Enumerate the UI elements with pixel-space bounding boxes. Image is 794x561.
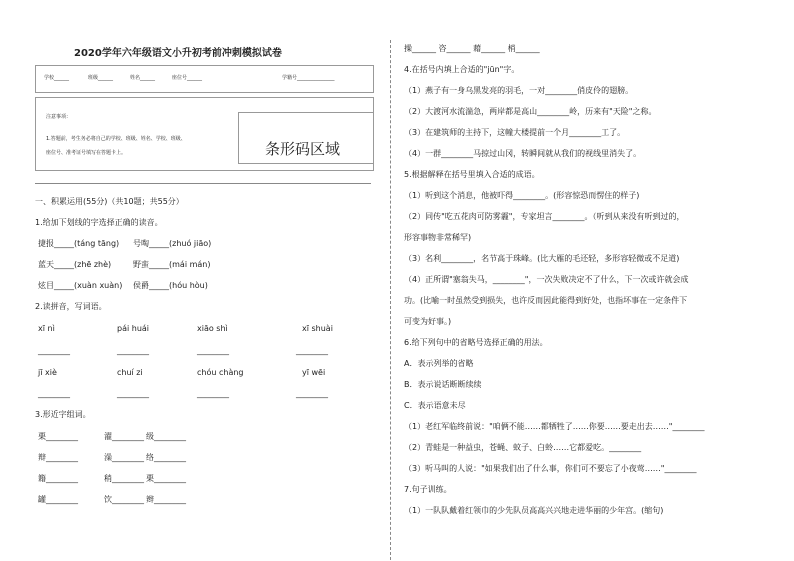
q3-item: 濯________ (104, 432, 144, 441)
pinyin: jī xiè (38, 368, 57, 377)
pinyin: xī shuài (302, 324, 333, 333)
q6-item: （2）青蛙是一种益虫，苍蝇、蚊子、白蛉……它都爱吃。________ (404, 443, 642, 452)
question-7: 7.句子训练。 (404, 485, 452, 494)
question-1: 1.给加下划线的字选择正确的读音。 (35, 218, 163, 227)
pinyin: xī nì (38, 324, 55, 333)
q5-item: （4）正所谓"塞翁失马，________"，一次失败决定不了什么，下一次或许就会成 (404, 275, 689, 284)
question-2: 2.读拼音，写词语。 (35, 302, 107, 311)
q1-item: 捷报_____(táng tāng) (38, 239, 120, 248)
name-field[interactable]: 姓名______ (130, 75, 156, 81)
section-heading: 一、积累运用(55分)（共10题；共55分） (35, 197, 184, 206)
q5-item: （1）听到这个消息，他被吓得________。(形容惊恐而愣住的样子) (404, 191, 640, 200)
q6-option: A．表示列举的省略 (404, 359, 474, 368)
q3-item: 栗________ (146, 474, 186, 483)
q3-item: 籍________ (38, 474, 78, 483)
pinyin: xiāo shì (197, 324, 228, 333)
answer-blank[interactable]: ________ (117, 389, 149, 398)
q4-item: （2）大渡河水流湍急，两岸都是高山________岭，历来有"天险"之称。 (404, 107, 657, 116)
q3-item: 饮________ (104, 495, 144, 504)
q6-option: B．表示说话断断续续 (404, 380, 482, 389)
q1-item: 号啕_____(zhuó jiāo) (133, 239, 212, 248)
q5-item: 形容事物非常稀罕) (404, 233, 472, 242)
q5-item: （2）同传"吃五花肉可防雾霾"，专家坦言________。（听到从来没有听到过的， (404, 212, 685, 221)
q3-item: 栗________ (38, 432, 78, 441)
notice-text: 座位号、准考证号填写在答题卡上。 (46, 150, 127, 156)
notice-text: 1.答题前，考生务必将自己的学校、班级、姓名、学校、班级、 (46, 136, 186, 142)
q1-item: 炫目_____(xuàn xuàn) (38, 281, 123, 290)
answer-blank[interactable]: ________ (38, 389, 70, 398)
q5-item: 功。(比喻一时虽然受到损失，也许反而因此能得到好处，也指坏事在一定条件下 (404, 296, 688, 305)
seat-field[interactable]: 座位号______ (172, 75, 203, 81)
q6-item: （3）听马叫的人说："如果我们出了什么事，你们可不要忘了小夜莺……"________ (404, 464, 697, 473)
school-field[interactable]: 学校______ (44, 75, 70, 81)
answer-blank[interactable]: ________ (197, 389, 229, 398)
question-6: 6.给下列句中的省略号选择正确的用法。 (404, 338, 548, 347)
q7-item: （1）一队队戴着红领巾的少先队员高高兴兴地走进华丽的少年宫。(缩句) (404, 506, 664, 515)
q6-item: （1）老红军临终前说："咱俩不能……都牺牲了……你要……要走出去……"________ (404, 422, 705, 431)
page-title: 2020学年六年级语文小升初考前冲刺模拟试卷 (74, 48, 282, 59)
exam-number-field[interactable]: 学籍号_______________ (282, 75, 335, 81)
answer-blank[interactable]: ________ (296, 389, 328, 398)
q1-item: 侯爵_____(hóu hòu) (133, 281, 208, 290)
q4-item: （3）在建筑师的主持下，这幢大楼提前一个月________工了。 (404, 128, 626, 137)
question-3: 3.形近字组词。 (35, 410, 91, 419)
q3-item: 辩________ (38, 453, 78, 462)
barcode-label: 条形码区域 (265, 140, 341, 158)
q4-item: （1）燕子有一身乌黑发亮的羽毛，一对________俏皮伶的翅膀。 (404, 86, 634, 95)
q3-item: 稍________ (104, 474, 144, 483)
q3-item: 络________ (146, 453, 186, 462)
q3-item: 罐________ (38, 495, 78, 504)
notice-title: 注意事项： (46, 114, 72, 120)
answer-blank[interactable]: ________ (296, 346, 328, 355)
q3-continuation: 操______ 咨______ 藉______ 梢______ (404, 44, 540, 53)
answer-blank[interactable]: ________ (197, 346, 229, 355)
pinyin: chóu chàng (197, 368, 244, 377)
question-5: 5.根据解释在括号里填入合适的成语。 (404, 170, 540, 179)
pinyin: pái huái (117, 324, 150, 333)
class-field[interactable]: 班级______ (88, 75, 114, 81)
answer-blank[interactable]: ________ (117, 346, 149, 355)
q5-item: 可变为好事。) (404, 317, 452, 326)
q3-item: 澡________ (104, 453, 144, 462)
q4-item: （4）一群________马掠过山冈，转瞬间就从我们的视线里消失了。 (404, 149, 642, 158)
q3-item: 级________ (146, 432, 186, 441)
divider (35, 183, 371, 184)
q5-item: （3）名利________，名节高于珠峰。(比大雁的毛还轻，多形容轻微或不足道) (404, 254, 680, 263)
answer-blank[interactable]: ________ (38, 346, 70, 355)
q3-item: 辫________ (146, 495, 186, 504)
q1-item: 蓝天_____(zhē zhè) (38, 260, 112, 269)
column-divider (390, 40, 391, 560)
q6-option: C．表示语意未尽 (404, 401, 466, 410)
q1-item: 野蛮_____(mái mán) (133, 260, 211, 269)
question-4: 4.在括号内填上合适的"jūn"字。 (404, 65, 520, 74)
pinyin: yī wēi (302, 368, 326, 377)
pinyin: chuí zi (117, 368, 143, 377)
